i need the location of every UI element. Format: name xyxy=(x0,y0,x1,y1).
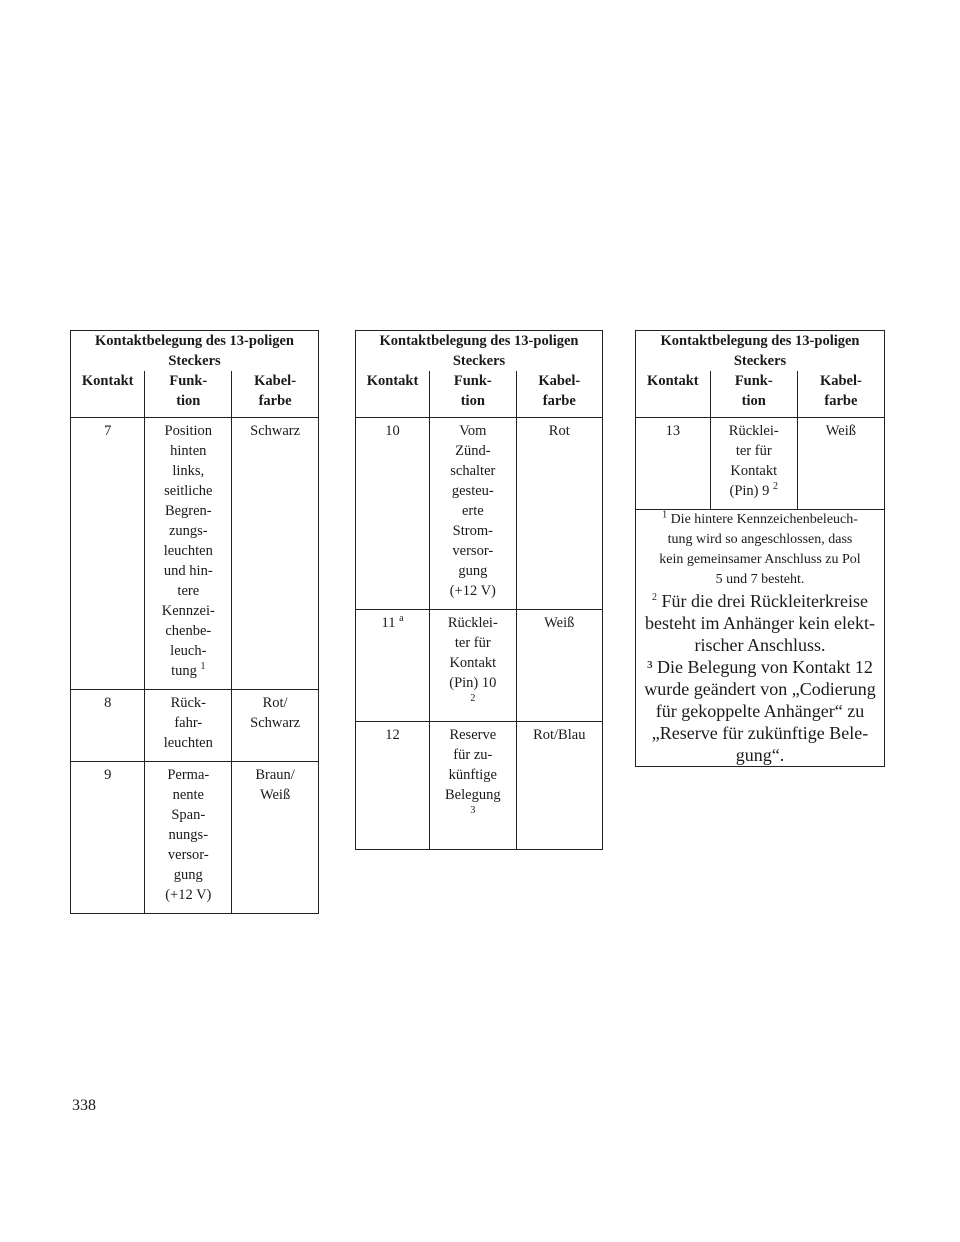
header-kontakt: Kontakt xyxy=(636,371,711,418)
footnotes xyxy=(636,510,885,767)
footnote-mark: a xyxy=(399,613,404,625)
pin-table-2 xyxy=(355,330,603,850)
header-kontakt: Kontakt xyxy=(356,371,430,418)
kontakt-cell: 7 xyxy=(71,418,145,690)
table-row xyxy=(356,418,603,610)
table-caption: Kontaktbelegung des 13-poligen Steckers xyxy=(660,333,860,369)
kontakt-cell: 11 $^a$ xyxy=(356,610,430,722)
funktion-cell: Reserve für zu- künftige Belegung $^3$ xyxy=(430,722,516,850)
table-row xyxy=(71,762,319,914)
table-caption: Kontaktbelegung des 13-poligen Steckers xyxy=(95,333,294,369)
funktion-cell: Rück- fahr- leuchten xyxy=(145,690,232,762)
kabelfarbe-cell: Schwarz xyxy=(232,418,319,690)
table-row xyxy=(71,690,319,762)
funktion-cell: Rücklei- ter für Kontakt (Pin) 10 $^2$ xyxy=(430,610,516,722)
kontakt-cell: 10 xyxy=(356,418,430,610)
funktion-cell: Vom Zünd- schalter gesteu- erte Strom- versor- gung (+12 V) xyxy=(430,418,516,610)
header-funktion: Funk- tion xyxy=(430,371,516,418)
footnote-mark: 3 xyxy=(470,805,476,817)
pin-table-1 xyxy=(70,330,319,914)
funktion-cell: Perma- nente Span- nungs- versor- gung (+12 V) xyxy=(145,762,232,914)
kontakt-cell: 12 xyxy=(356,722,430,850)
kontakt-cell: 9 xyxy=(71,762,145,914)
funktion-cell: Position hinten links, seitliche Begren- zungs- leuchten und hin- tere Kennzei- chenbe- leuch- tung $^1$ xyxy=(145,418,232,690)
kabelfarbe-cell: Weiß xyxy=(516,610,602,722)
kabelfarbe-cell: Rot xyxy=(516,418,602,610)
page-number: 338 xyxy=(72,1097,96,1114)
funktion-cell: Rücklei- ter für Kontakt (Pin) 9 $^2$ xyxy=(710,418,797,510)
kabelfarbe-cell: Braun/ Weiß xyxy=(255,767,295,803)
footnote-mark: 1 xyxy=(200,661,206,673)
header-kabelfarbe: Kabel- farbe xyxy=(797,371,884,418)
header-funktion: Funk- tion xyxy=(710,371,797,418)
kabelfarbe-cell: Rot/ Schwarz xyxy=(232,690,319,762)
footnote-1: $^1$ Die hintere Kennzeichenbeleuch- tung wird so angeschlossen, dass kein gemeinsamer Anschluss zu Pol 5 und 7 besteht. xyxy=(659,509,861,587)
header-kontakt: Kontakt xyxy=(71,371,145,418)
header-funktion: Funk- tion xyxy=(145,371,232,418)
kontakt-cell: 8 xyxy=(71,690,145,762)
table-row xyxy=(71,418,319,690)
kabelfarbe-cell: Rot/Blau xyxy=(533,727,586,743)
header-kabelfarbe: Kabel- farbe xyxy=(232,371,319,418)
pin-table-3 xyxy=(635,330,885,767)
table-row xyxy=(356,722,603,850)
table-row xyxy=(356,610,603,722)
header-kabelfarbe: Kabel- farbe xyxy=(516,371,602,418)
footnote-mark: 2 xyxy=(773,481,778,493)
footnote-mark: 2 xyxy=(470,693,476,705)
footnote-3: ³ Die Belegung von Kontakt 12 wurde geändert von „Codierung für gekoppelte Anhänger“ zu „Reserve für zukünftige Bele- gung“. xyxy=(644,657,876,765)
kabelfarbe-cell: Weiß xyxy=(825,423,857,439)
kontakt-cell: 13 xyxy=(636,418,711,510)
footnote-2: $^2$ Für die drei Rückleiterkreise besteht im Anhänger kein elekt- rischer Anschluss. xyxy=(645,591,875,655)
table-caption: Kontaktbelegung des 13-poligen Steckers xyxy=(379,333,579,369)
table-row xyxy=(636,418,885,510)
